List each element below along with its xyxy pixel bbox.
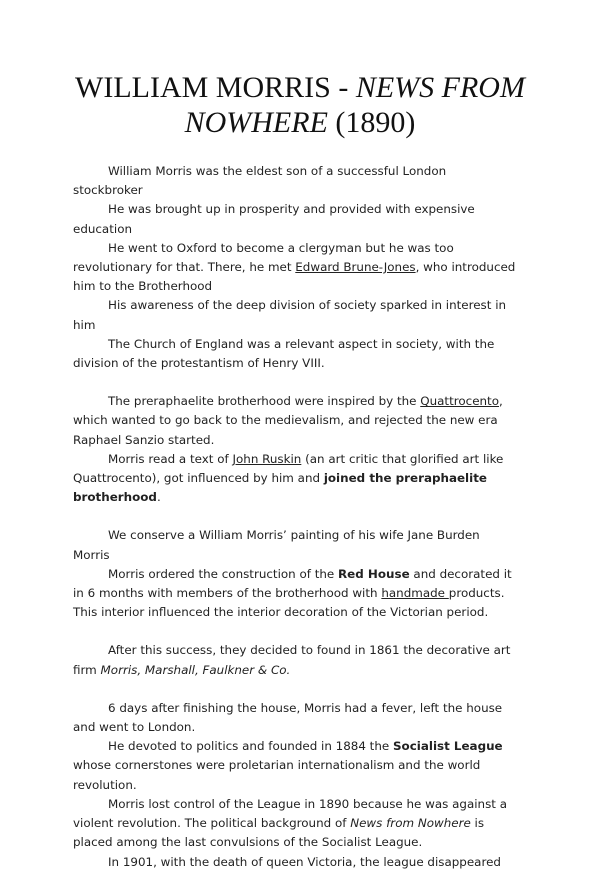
title-italic-text: NEWS FROM NOWHERE — [184, 71, 525, 139]
paragraph — [73, 737, 519, 795]
text-run: , which wanted to go back to the medievalism, and rejected the new era Raphael Sanzio started. — [73, 394, 503, 447]
title-year: (1890) — [327, 106, 416, 139]
link-edward-brune-jones[interactable]: Edward Brune-Jones — [295, 260, 416, 275]
paragraph — [73, 392, 519, 450]
paragraph: 6 days after finishing the house, Morris had a fever, left the house and went to London. — [73, 700, 503, 735]
bold-text: Red House — [338, 566, 410, 581]
paragraph: In 1901, with the death of queen Victoria, the league disappeared — [108, 854, 501, 869]
paragraph — [73, 795, 519, 853]
paragraph: We conserve a William Morris’ painting of his wife Jane Burden Morris — [73, 528, 480, 562]
paragraph — [73, 450, 519, 508]
link-handmade[interactable]: handmade — [381, 586, 449, 601]
bold-text: joined the preraphaelite brotherhood — [73, 471, 487, 505]
paragraph — [73, 641, 519, 679]
paragraph-gap — [73, 373, 519, 392]
text-run: products. This interior influenced the interior decoration of the Victorian period. — [73, 586, 505, 620]
text-run: After this success, they decided to found in 1861 the decorative art firm — [73, 643, 511, 677]
text-run: The preraphaelite brotherhood were inspired by the — [108, 394, 421, 409]
text-run: and decorated it in 6 months with members of the brotherhood with — [73, 566, 512, 601]
paragraph-gap — [73, 507, 519, 526]
text-run: . — [156, 490, 161, 505]
title-text: WILLIAM MORRIS - — [75, 71, 356, 104]
text-run: (an art critic that glorified art like Quattrocento), got influenced by him and — [73, 451, 504, 486]
text-run: Morris read a text of — [108, 451, 233, 466]
bold-text: Socialist League — [392, 739, 503, 754]
link-quattrocento[interactable]: Quattrocento — [420, 394, 499, 409]
paragraph: William Morris was the eldest son of a successful London stockbroker — [73, 164, 447, 198]
page-title — [40, 70, 560, 140]
text-run: He devoted to politics and founded in 1884 the — [108, 739, 393, 754]
text-run: is placed among the last convulsions of the Socialist League. — [73, 816, 485, 850]
text-run: Morris ordered the construction of the — [108, 566, 339, 581]
italic-text: News from Nowhere — [350, 816, 471, 831]
paragraph — [73, 565, 519, 623]
document-body — [73, 162, 519, 872]
text-run: , who introduced him to the Brotherhood — [73, 260, 516, 294]
paragraph-gap — [73, 680, 519, 699]
text-run: Morris lost control of the League in 1890 because he was against a violent revolution. The political background of — [73, 796, 507, 831]
paragraph: The Church of England was a relevant aspect in society, with the division of the protestantism of Henry VIII. — [73, 336, 495, 371]
paragraph: He was brought up in prosperity and provided with expensive education — [73, 202, 475, 236]
text-run: whose cornerstones were proletarian internationalism and the world revolution. — [73, 758, 481, 792]
paragraph — [73, 239, 519, 297]
link-john-ruskin[interactable]: John Ruskin — [232, 451, 302, 466]
paragraph: His awareness of the deep division of society sparked in interest in him — [73, 298, 507, 332]
paragraph-gap — [73, 622, 519, 641]
italic-text: Morris, Marshall, Faulkner & Co. — [100, 662, 291, 677]
text-run: He went to Oxford to become a clergyman but he was too revolutionary for that. There, he met — [73, 240, 454, 275]
